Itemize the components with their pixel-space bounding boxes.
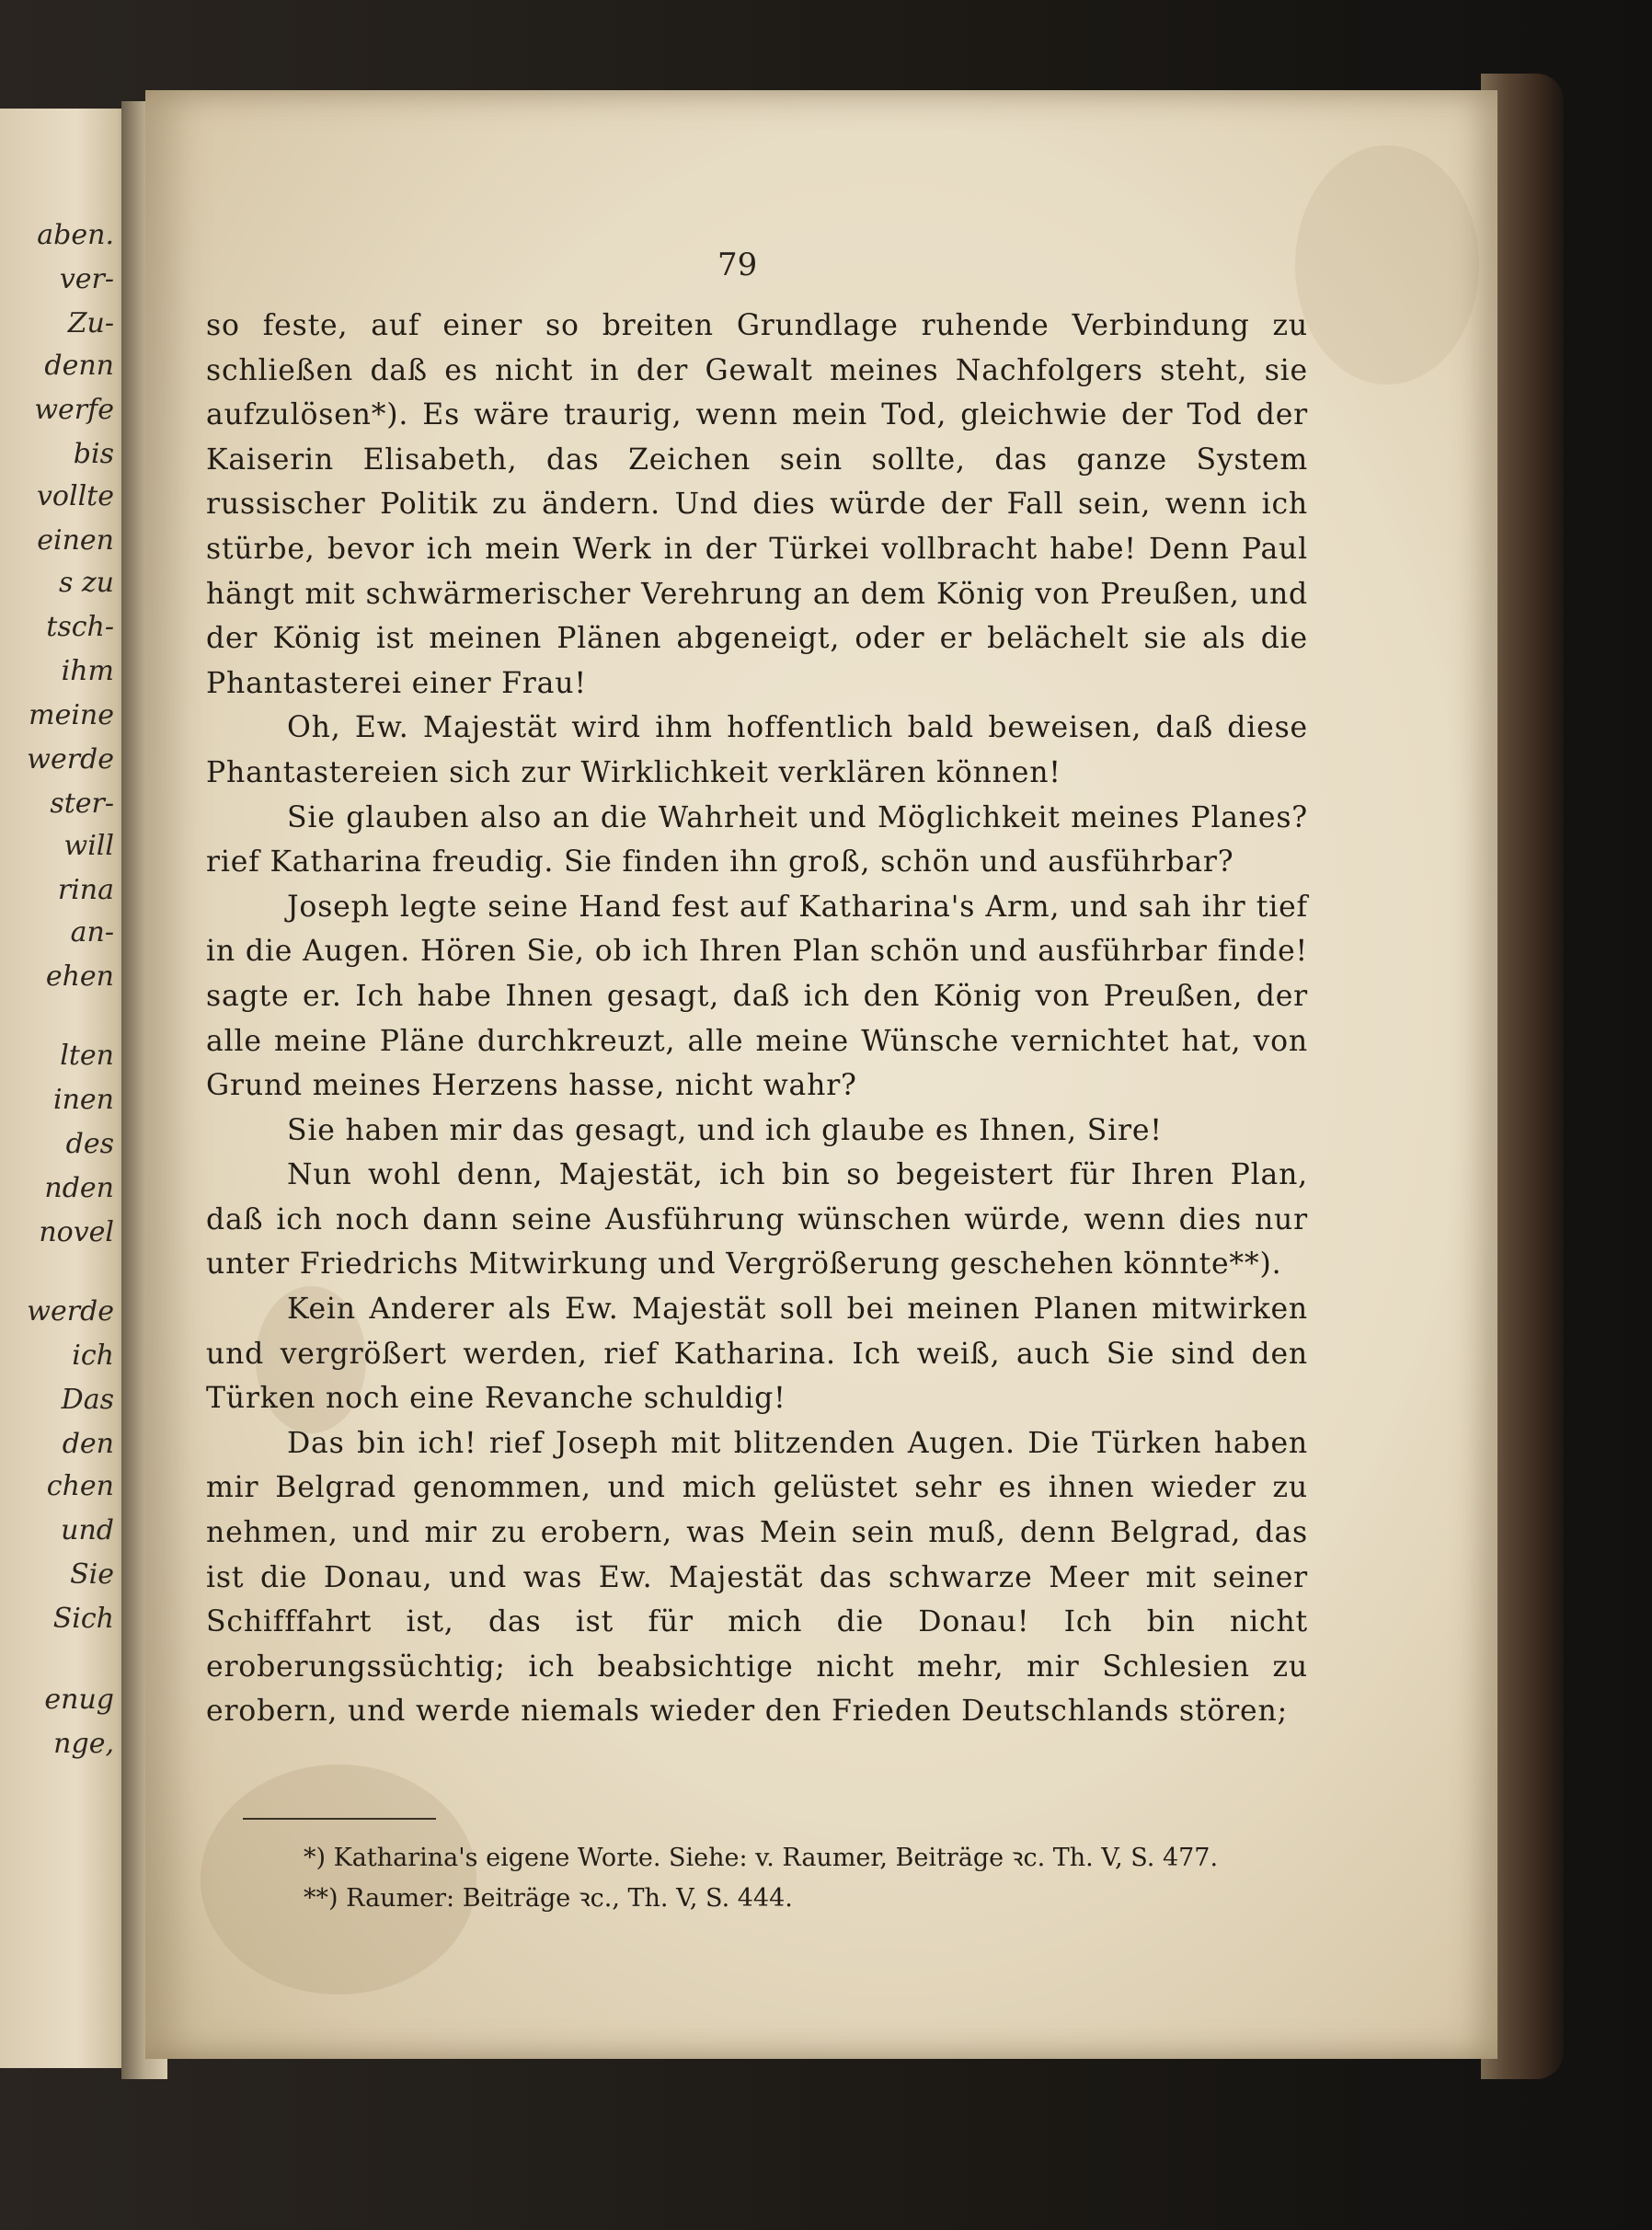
facing-page-fragment: ver- — [59, 263, 114, 295]
page-number: 79 — [717, 247, 758, 283]
paragraph: Sie haben mir das gesagt, und ich glaube es Ihnen, Sire! — [287, 1113, 1163, 1147]
facing-page-fragment: an- — [70, 916, 114, 948]
facing-page-fragment: Das — [61, 1384, 114, 1416]
paragraph: Sie glauben also an die Wahrheit und Möglichkeit meines Planes? rief Katharina freudig. Sie finden ihn groß, schön und ausführbar? — [206, 800, 1308, 879]
facing-page-fragment: einen — [37, 524, 114, 557]
paragraph: Kein Anderer als Ew. Majestät soll bei meinen Planen mitwirken und vergrößert werden, rief Katharina. Ich weiß, auch Sie sind den Türken noch eine Revanche schuldig! — [206, 1293, 1308, 1416]
footnote-1: *) Katharina's eigene Worte. Siehe: v. Raumer, Beiträge ꝛc. Th. V, S. 477. — [304, 1844, 1219, 1872]
facing-page-fragment: aben. — [37, 219, 114, 251]
paragraph: Nun wohl denn, Majestät, ich bin so begeistert für Ihren Plan, daß ich noch dann seine Ausführung wünschen würde, wenn dies nur unter Friedrichs Mitwirkung und Vergrößerung geschehen könnte**). — [206, 1158, 1308, 1282]
facing-page-fragment: bis — [73, 438, 114, 470]
facing-page-fragment: werde — [27, 1295, 114, 1328]
facing-page-fragment: ihm — [61, 655, 114, 687]
paragraph: Joseph legte seine Hand fest auf Katharina's Arm, und sah ihr tief in die Augen. Hören Sie, ob ich Ihren Plan schön und ausführbar finde! sagte er. Ich habe Ihnen gesagt, daß ich den König von Preußen, der alle meine Pläne durchkreuzt, alle meine Wünsche vernichtet hat, von Grund meines Herzens hasse, nicht wahr? — [206, 890, 1308, 1103]
facing-page-fragment: nge, — [53, 1728, 114, 1760]
footnote-2: **) Raumer: Beiträge ꝛc., Th. V, S. 444. — [304, 1884, 793, 1913]
paragraph: so feste, auf einer so breiten Grundlage ruhende Verbindung zu schließen daß es nicht in der Gewalt meines Nachfolgers steht, sie aufzulösen*). Es wäre traurig, wenn mein Tod, gleichwie der Tod der Kaiserin Elisabeth, das Zeichen sein sollte, das ganze System russischer Politik zu ändern. Und dies würde der Fall sein, wenn ich stürbe, bevor ich mein Werk in der Türkei vollbracht habe! Denn Paul hängt mit schwärmerischer Verehrung an dem König von Preußen, und der König ist meinen Plänen abgeneigt, oder er belächelt sie als die Phantasterei einer Frau! — [206, 309, 1308, 700]
facing-page-fragment: will — [63, 830, 114, 862]
facing-page-fragment: ster- — [50, 787, 114, 820]
facing-page-fragment: werde — [27, 743, 114, 776]
facing-page-fragment: vollte — [36, 480, 114, 512]
facing-page-fragment: werfe — [34, 394, 114, 426]
facing-page-fragment: s zu — [58, 567, 114, 599]
facing-page-fragment: lten — [60, 1040, 114, 1072]
facing-page-fragment: enug — [44, 1684, 114, 1716]
paragraph: Oh, Ew. Majestät wird ihm hoffentlich bald beweisen, daß diese Phantastereien sich zur Wirklichkeit verklären können! — [206, 711, 1308, 789]
facing-page-fragment: und — [61, 1514, 114, 1546]
facing-page-fragment: nden — [44, 1172, 114, 1204]
facing-page-fragment: denn — [44, 350, 114, 382]
paragraph: Das bin ich! rief Joseph mit blitzenden Augen. Die Türken haben mir Belgrad genommen, und mich gelüstet sehr es ihnen wieder zu nehmen, und mir zu erobern, was Mein sein muß, denn Belgrad, das ist die Donau, und was Ew. Majestät das schwarze Meer mit seiner Schifffahrt ist, das ist für mich die Donau! Ich bin nicht eroberungssüchtig; ich beabsichtige nicht mehr, mir Schlesien zu erobern, und werde niemals wieder den Frieden Deutschlands stören; — [206, 1426, 1308, 1729]
facing-page-edge — [0, 109, 138, 2068]
facing-page-fragment: Sie — [70, 1558, 114, 1591]
facing-page-fragment: Zu- — [67, 307, 114, 339]
facing-page-fragment: novel — [39, 1216, 114, 1248]
footnote-separator — [243, 1818, 436, 1820]
facing-page-fragment: tsch- — [46, 611, 114, 643]
footnotes — [304, 1838, 1315, 1919]
facing-page-fragment: rina — [57, 874, 114, 906]
facing-page-fragment: ich — [72, 1339, 114, 1372]
facing-page-fragment: Sich — [52, 1603, 114, 1635]
facing-page-fragment: chen — [46, 1470, 114, 1502]
facing-page-fragment: ehen — [45, 960, 114, 993]
facing-page-fragment: inen — [53, 1084, 114, 1116]
facing-page-fragment: den — [62, 1428, 114, 1460]
facing-page-fragment: meine — [29, 699, 114, 731]
body-text — [206, 304, 1308, 1734]
facing-page-fragment: des — [65, 1128, 114, 1160]
